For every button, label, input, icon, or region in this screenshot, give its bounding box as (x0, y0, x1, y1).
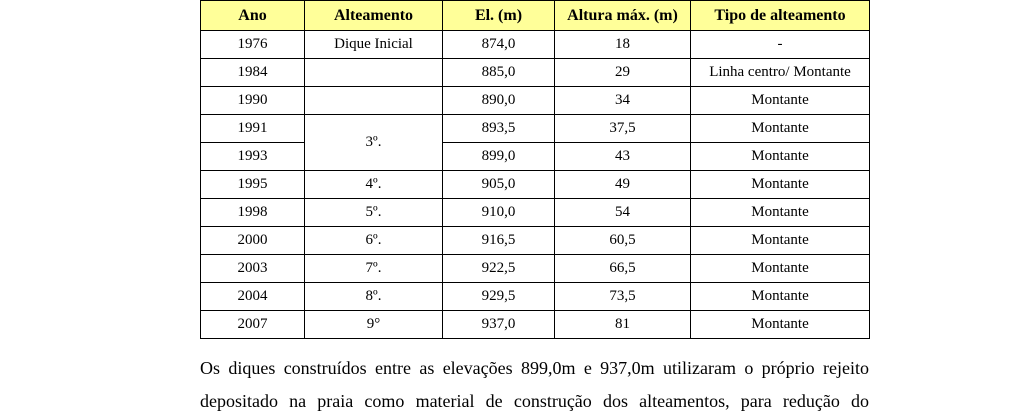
cell-tipo: Montante (691, 311, 870, 339)
cell-tipo: Montante (691, 199, 870, 227)
paragraph-line: depositado na praia como material de construção dos alteamentos, para redução do (200, 391, 869, 411)
cell-elevacao: 885,0 (443, 59, 555, 87)
cell-ano: 1998 (201, 199, 305, 227)
cell-alteamento: 6º. (305, 227, 443, 255)
cell-elevacao: 899,0 (443, 143, 555, 171)
cell-elevacao: 905,0 (443, 171, 555, 199)
cell-alteamento: 9° (305, 311, 443, 339)
alteamentos-table (200, 0, 870, 339)
cell-ano: 1984 (201, 59, 305, 87)
cell-tipo: Montante (691, 227, 870, 255)
cell-elevacao: 893,5 (443, 115, 555, 143)
table-row (201, 87, 870, 115)
body-paragraph (200, 352, 869, 418)
cell-elevacao: 937,0 (443, 311, 555, 339)
table-row (201, 31, 870, 59)
cell-ano: 1991 (201, 115, 305, 143)
cell-ano: 2007 (201, 311, 305, 339)
table-row (201, 311, 870, 339)
cell-tipo: Montante (691, 171, 870, 199)
cell-alteamento: 4º. (305, 171, 443, 199)
cell-altura: 81 (555, 311, 691, 339)
table-row (201, 227, 870, 255)
cell-alteamento: 3º. (305, 115, 443, 171)
table-row (201, 255, 870, 283)
header-tipo-alteamento: Tipo de alteamento (691, 1, 870, 31)
cell-altura: 34 (555, 87, 691, 115)
cell-elevacao: 929,5 (443, 283, 555, 311)
cell-elevacao: 890,0 (443, 87, 555, 115)
cell-elevacao: 922,5 (443, 255, 555, 283)
cell-ano: 1995 (201, 171, 305, 199)
cell-elevacao: 874,0 (443, 31, 555, 59)
table-header-row (201, 1, 870, 31)
cell-altura: 66,5 (555, 255, 691, 283)
cell-alteamento (305, 87, 443, 115)
cell-alteamento: Dique Inicial (305, 31, 443, 59)
cell-ano: 1976 (201, 31, 305, 59)
cell-tipo: Montante (691, 87, 870, 115)
cell-tipo: Montante (691, 115, 870, 143)
cell-ano: 1990 (201, 87, 305, 115)
cell-alteamento: 7º. (305, 255, 443, 283)
cell-altura: 60,5 (555, 227, 691, 255)
cell-altura: 29 (555, 59, 691, 87)
cell-tipo: Montante (691, 283, 870, 311)
header-elevacao: El. (m) (443, 1, 555, 31)
table-row (201, 143, 870, 171)
cell-tipo: - (691, 31, 870, 59)
header-altura-max: Altura máx. (m) (555, 1, 691, 31)
cell-altura: 43 (555, 143, 691, 171)
cell-altura: 54 (555, 199, 691, 227)
cell-ano: 2004 (201, 283, 305, 311)
cell-tipo: Linha centro/ Montante (691, 59, 870, 87)
cell-altura: 18 (555, 31, 691, 59)
table-row (201, 283, 870, 311)
cell-tipo: Montante (691, 143, 870, 171)
cell-ano: 1993 (201, 143, 305, 171)
cell-elevacao: 910,0 (443, 199, 555, 227)
cell-ano: 2003 (201, 255, 305, 283)
cell-altura: 49 (555, 171, 691, 199)
cell-alteamento: 5º. (305, 199, 443, 227)
table-row (201, 59, 870, 87)
cell-alteamento: 8º. (305, 283, 443, 311)
paragraph-line: Os diques construídos entre as elevações 899,0m e 937,0m utilizaram o próprio rejeito (200, 358, 869, 378)
table-row (201, 115, 870, 143)
cell-elevacao: 916,5 (443, 227, 555, 255)
header-ano: Ano (201, 1, 305, 31)
table-row (201, 171, 870, 199)
header-alteamento: Alteamento (305, 1, 443, 31)
cell-altura: 73,5 (555, 283, 691, 311)
cell-altura: 37,5 (555, 115, 691, 143)
table-row (201, 199, 870, 227)
cell-ano: 2000 (201, 227, 305, 255)
cell-tipo: Montante (691, 255, 870, 283)
cell-alteamento (305, 59, 443, 87)
